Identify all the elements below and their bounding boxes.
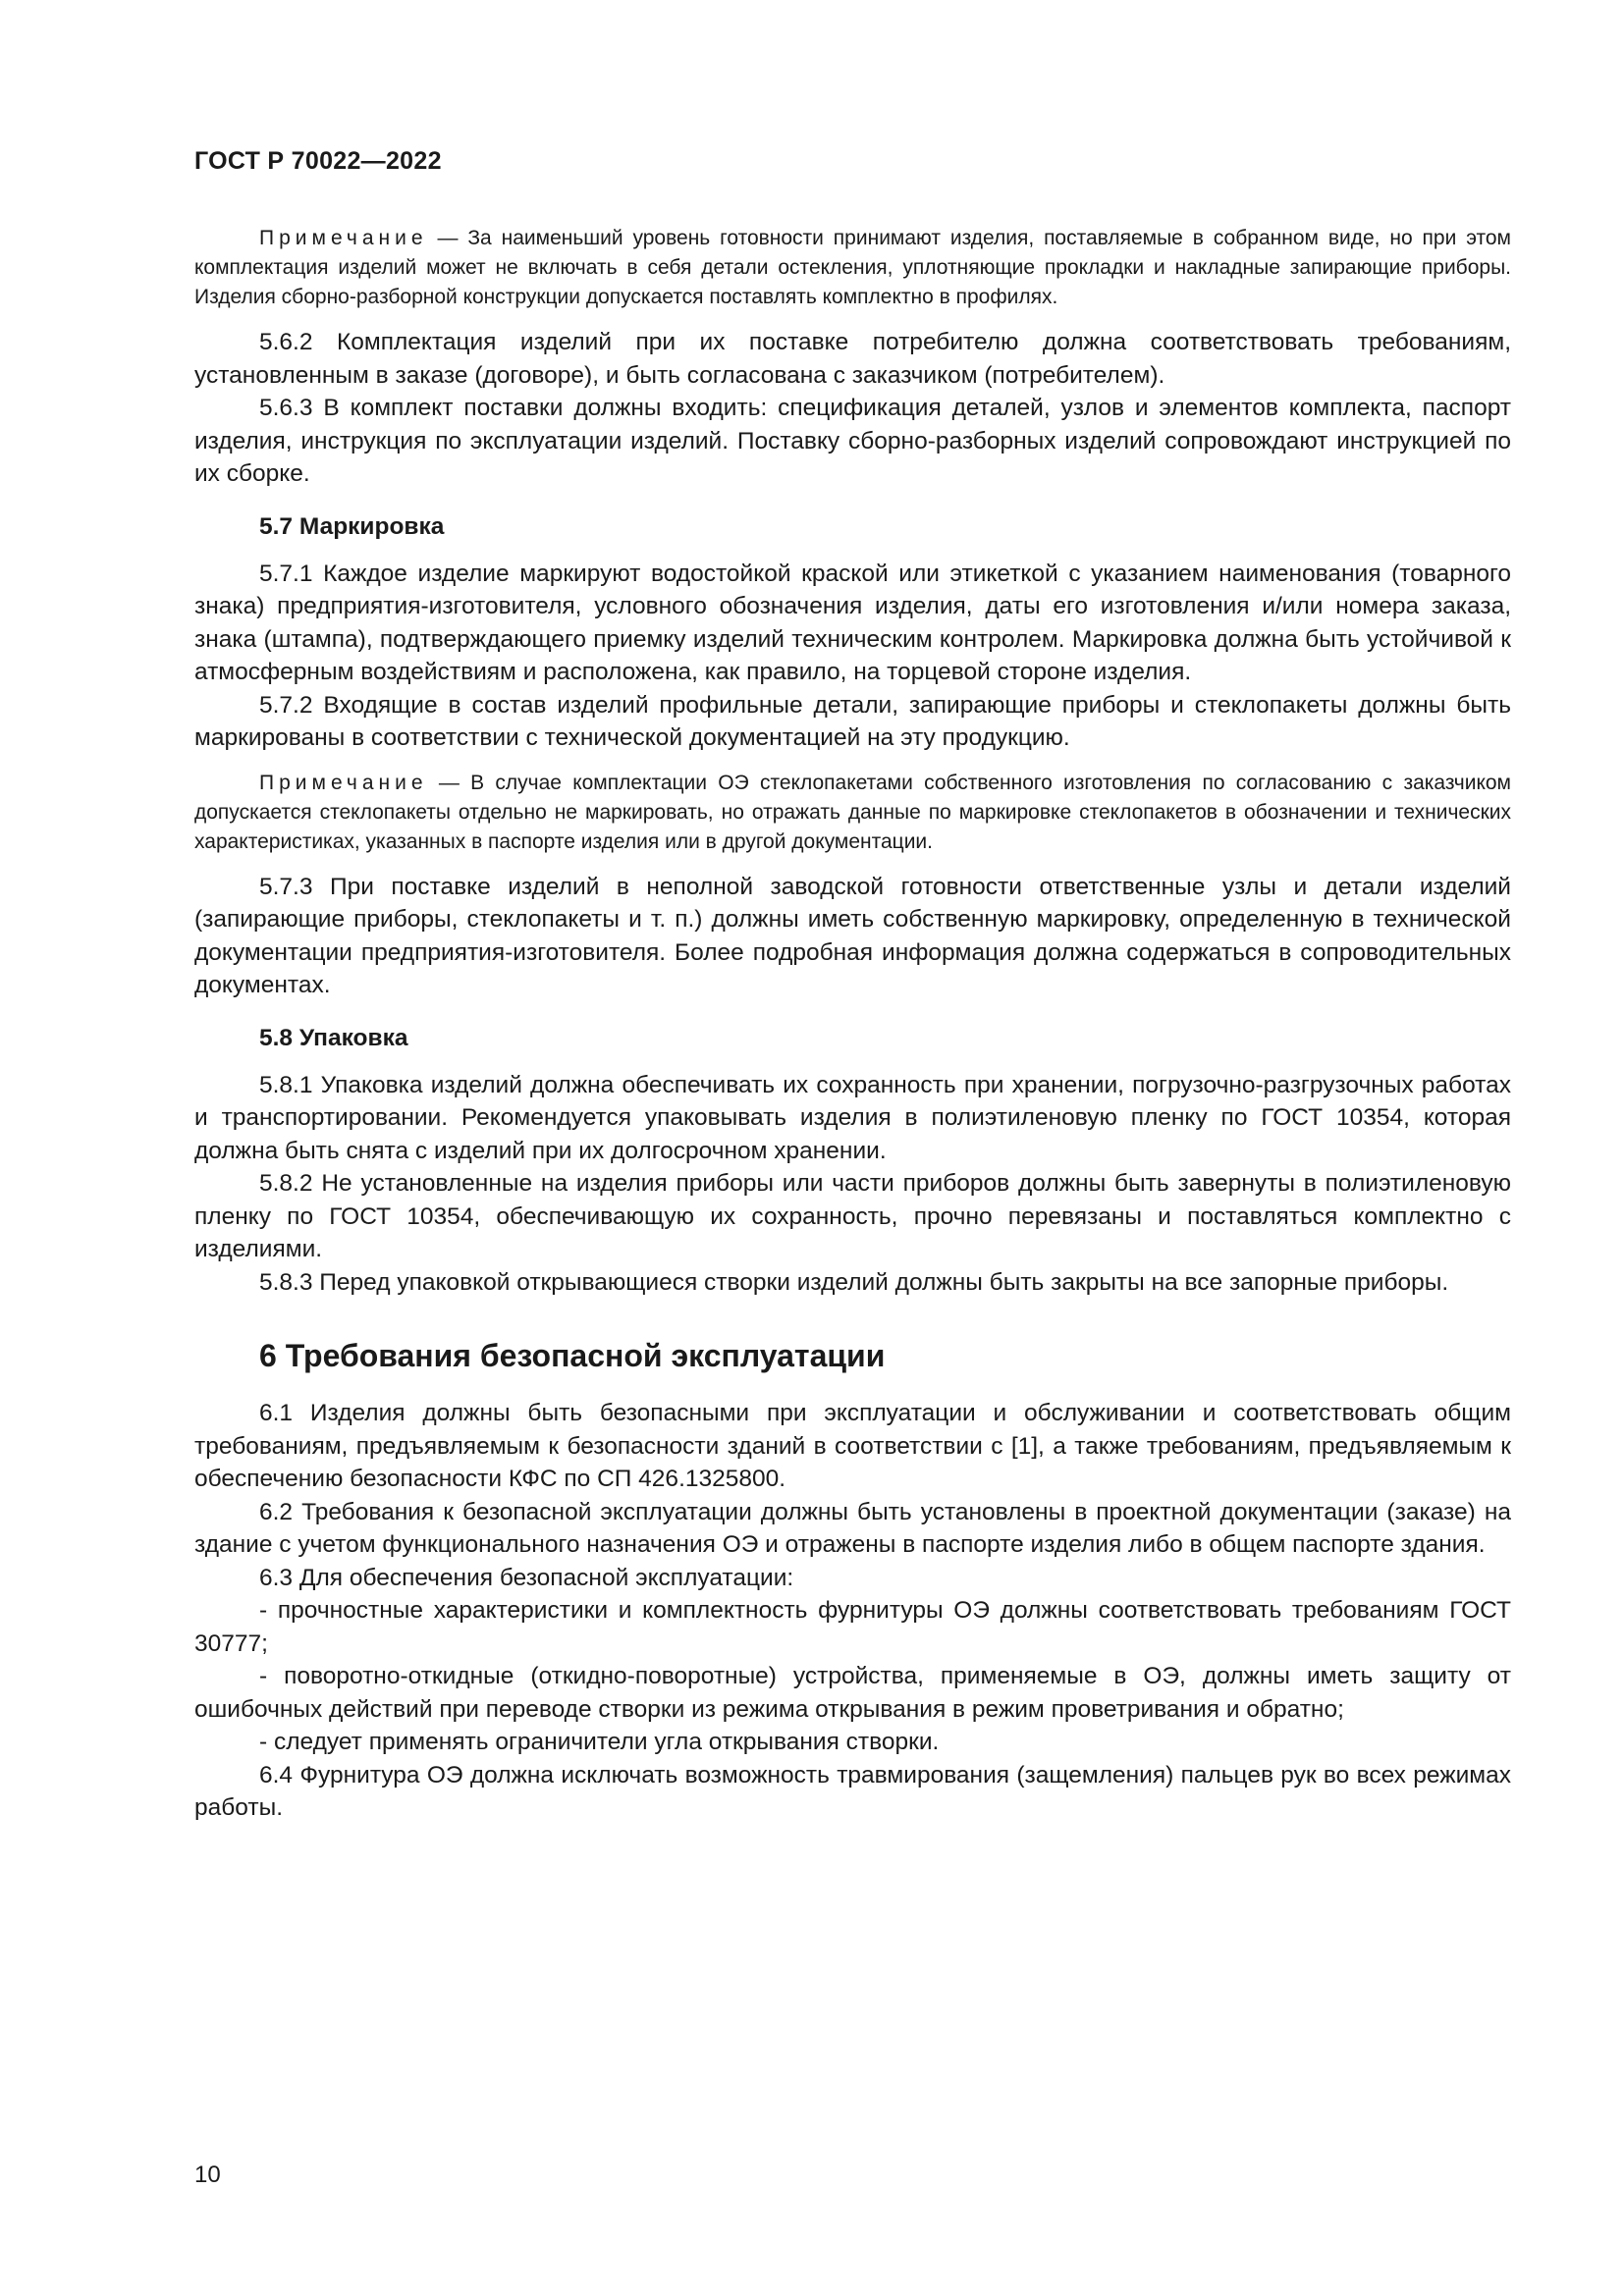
note-text: — За наименьший уровень готовности принимают изделия, поставляемые в собранном виде, но при этом комплектация изделий может не включать в себя детали остекления, уплотняющие прокладки и накладные запирающие приборы. Изделия сборно-разборной конструкции допускается поставлять комплектно в профилях. <box>194 227 1511 308</box>
document-header: ГОСТ Р 70022—2022 <box>194 147 442 175</box>
section-heading-6: 6 Требования безопасной эксплуатации <box>259 1338 886 1373</box>
paragraph-5-7-1: 5.7.1 Каждое изделие маркируют водостойкой краской или этикеткой с указанием наименования (товарного знака) предприятия-изготовителя, условного обозначения изделия, даты его изготовления и/или номера заказа, знака (штампа), подтверждающего приемку изделий техническим контролем. Маркировка должна быть устойчивой к атмосферным воздействиям и расположена, как правило, на торцевой стороне изделия. <box>194 560 1511 685</box>
paragraph-5-6-2: 5.6.2 Комплектация изделий при их поставке потребителю должна соответствовать требованиям, установленным в заказе (договоре), и быть согласована с заказчиком (потребителем). <box>194 329 1511 389</box>
paragraph-5-8-1: 5.8.1 Упаковка изделий должна обеспечивать их сохранность при хранении, погрузочно-разгрузочных работах и транспортировании. Рекомендуется упаковывать изделия в полиэтиленовую пленку по ГОСТ 10354, которая должна быть снята с изделий при их долгосрочном хранении. <box>194 1071 1511 1164</box>
section-heading-5-8: 5.8 Упаковка <box>259 1024 408 1051</box>
paragraph-6-2: 6.2 Требования к безопасной эксплуатации должны быть установлены в проектной документации (заказе) на здание с учетом функционального назначения ОЭ и отражены в паспорте изделия либо в общем паспорте здания. <box>194 1498 1511 1558</box>
paragraph-6-1: 6.1 Изделия должны быть безопасными при эксплуатации и обслуживании и соответствовать общим требованиям, предъявляемым к безопасности зданий в соответствии с [1], а также требованиям, предъявляемым к обеспечению безопасности КФС по СП 426.1325800. <box>194 1400 1511 1492</box>
paragraph-6-3: 6.3 Для обеспечения безопасной эксплуатации: <box>259 1564 794 1591</box>
paragraph-6-4: 6.4 Фурнитура ОЭ должна исключать возможность травмирования (защемления) пальцев рук во всех режимах работы. <box>194 1761 1511 1821</box>
paragraph-5-6-3: 5.6.3 В комплект поставки должны входить: спецификация деталей, узлов и элементов комплекта, паспорт изделия, инструкция по эксплуатации изделий. Поставку сборно-разборных изделий сопровождают инструкцией по их сборке. <box>194 395 1511 487</box>
note-paragraph <box>194 224 1511 312</box>
paragraph-5-7-3: 5.7.3 При поставке изделий в неполной заводской готовности ответственные узлы и детали изделий (запирающие приборы, стеклопакеты и т. п.) должны иметь собственную маркировку, определенную в технической документации предприятия-изготовителя. Более подробная информация должна содержаться в сопроводительных документах. <box>194 873 1511 998</box>
note-text: — В случае комплектации ОЭ стеклопакетами собственного изготовления по согласованию с заказчиком допускается стеклопакеты отдельно не маркировать, но отражать данные по маркировке стеклопакетов в обозначении и технических характеристиках, указанных в паспорте изделия или в другой документации. <box>194 771 1511 853</box>
list-item-6-3-c: - следует применять ограничители угла открывания створки. <box>259 1729 940 1755</box>
list-item-6-3-a: - прочностные характеристики и комплектность фурнитуры ОЭ должны соответствовать требованиям ГОСТ 30777; <box>194 1597 1511 1657</box>
document-body <box>194 224 1511 1825</box>
note-label: Примечание <box>259 771 428 794</box>
note-paragraph <box>194 769 1511 857</box>
list-item-6-3-b: - поворотно-откидные (откидно-поворотные) устройства, применяемые в ОЭ, должны иметь защиту от ошибочных действий при переводе створки из режима открывания в режим проветривания и обратно; <box>194 1663 1511 1723</box>
page-number: 10 <box>194 2162 221 2188</box>
paragraph-5-8-2: 5.8.2 Не установленные на изделия приборы или части приборов должны быть завернуты в полиэтиленовую пленку по ГОСТ 10354, обеспечивающую их сохранность, прочно перевязаны и поставляться комплектно с изделиями. <box>194 1170 1511 1262</box>
paragraph-5-7-2: 5.7.2 Входящие в состав изделий профильные детали, запирающие приборы и стеклопакеты должны быть маркированы в соответствии с технической документацией на эту продукцию. <box>194 691 1511 751</box>
note-label: Примечание <box>259 227 428 249</box>
paragraph-5-8-3: 5.8.3 Перед упаковкой открывающиеся створки изделий должны быть закрыты на все запорные приборы. <box>259 1268 1449 1296</box>
section-heading-5-7: 5.7 Маркировка <box>259 512 445 540</box>
